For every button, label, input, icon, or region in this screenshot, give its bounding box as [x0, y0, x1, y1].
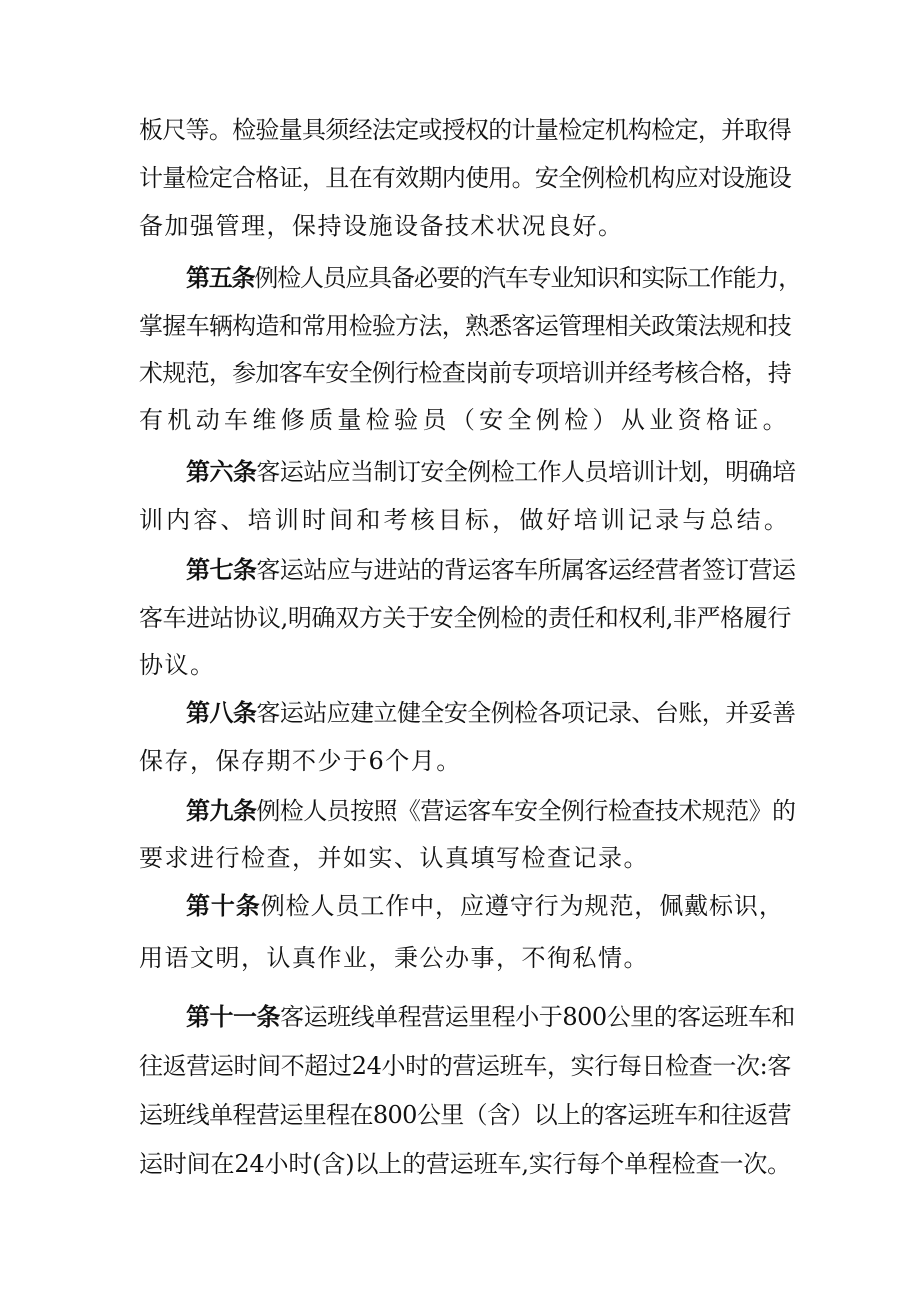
text-line: 要求进行检查，并如实、认真填写检查记录。: [139, 844, 649, 872]
article-6-first-line: [186, 456, 920, 488]
article-heading: 第八条: [186, 699, 257, 727]
article-heading: 第五条: [186, 264, 255, 292]
article-heading: 第七条: [186, 556, 257, 584]
text-line: 用语文明，认真作业，秉公办事，不徇私情。: [139, 944, 649, 972]
article-text: 例检人员应具备必要的汽车专业知识和实际工作能力，: [254, 264, 801, 292]
text-line: 保存，保存期不少于6个月。: [139, 747, 462, 775]
article-11-first-line: [186, 1001, 920, 1033]
article-10-first-line: [186, 890, 920, 922]
article-8-first-line: [186, 697, 920, 729]
text-line: 运班线单程营运里程在800公里（含）以上的客运班车和往返营: [139, 1101, 791, 1129]
text-line: 往返营运时间不超过24小时的营运班车，实行每日检查一次:客: [139, 1052, 791, 1080]
text-line: 备加强管理，保持设施设备技术状况良好。: [139, 212, 624, 240]
text-line: 客车进站协议,明确双方关于安全例检的责任和权利,非严格履行: [139, 604, 791, 632]
article-text: 例检人员按照《营运客车安全例行检查技术规范》的: [256, 797, 796, 825]
article-text: 客运站应建立健全安全例检各项记录、台账，并妥善: [256, 699, 796, 727]
article-9-first-line: [186, 795, 920, 827]
article-heading: 第十条: [186, 892, 261, 920]
article-text: 例检人员工作中，应遵守行为规范，佩戴标识，: [260, 892, 784, 920]
article-heading: 第六条: [186, 458, 257, 486]
text-line: 训内容、培训时间和考核目标，做好培训记录与总结。: [139, 506, 791, 534]
article-heading: 第九条: [186, 797, 257, 825]
text-line: 术规范，参加客车安全例行检查岗前专项培训并经考核合格，持: [139, 359, 791, 387]
article-5-first-line: [186, 262, 920, 294]
text-line: 掌握车辆构造和常用检验方法，熟悉客运管理相关政策法规和技: [139, 312, 791, 340]
text-line: 运时间在24小时(含)以上的营运班车,实行每个单程检查一次。: [139, 1150, 791, 1178]
text-line: 有机动车维修质量检验员（安全例检）从业资格证。: [139, 406, 791, 434]
article-text: 客运站应当制订安全例检工作人员培训计划，明确培: [256, 458, 796, 486]
text-line: 计量检定合格证，且在有效期内使用。安全例检机构应对设施设: [139, 164, 791, 192]
article-text: 客运站应与进站的背运客车所属客运经营者签订营运: [256, 556, 796, 584]
text-line: 协议。: [139, 651, 216, 679]
article-heading: 第十一条: [186, 1003, 281, 1031]
text-line: 板尺等。检验量具须经法定或授权的计量检定机构检定，并取得: [139, 116, 791, 144]
article-text: 客运班线单程营运里程小于800公里的客运班车和: [280, 1003, 795, 1031]
article-7-first-line: [186, 554, 920, 586]
